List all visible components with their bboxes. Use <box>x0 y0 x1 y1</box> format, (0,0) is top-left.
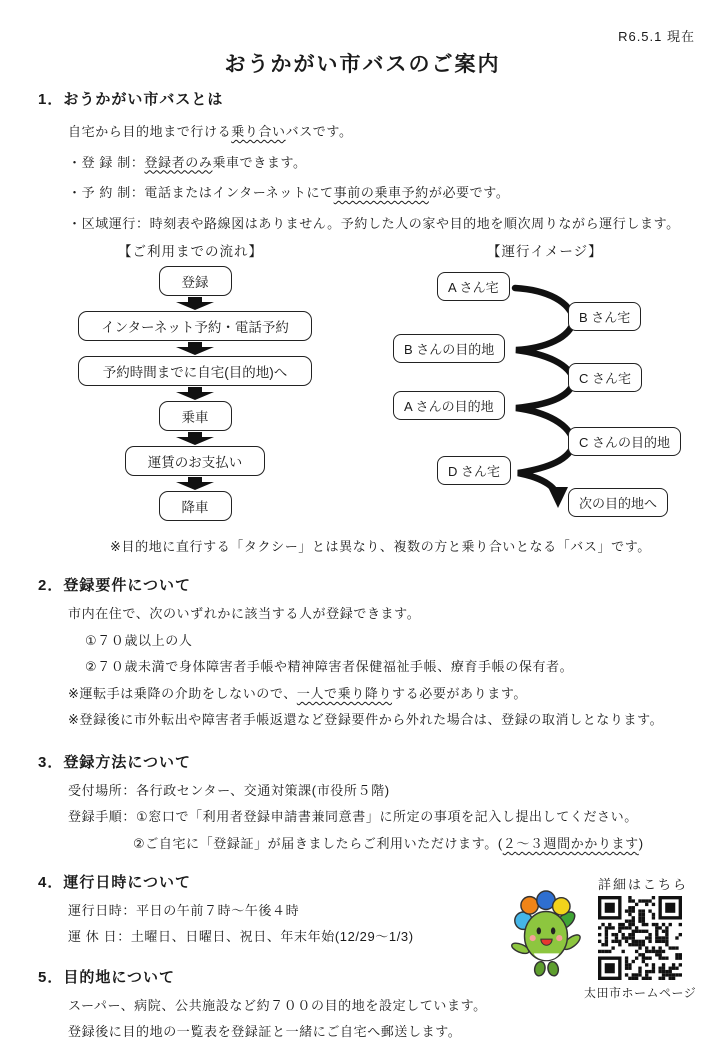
down-arrow-icon <box>176 432 214 445</box>
section5-heading: 5．目的地について <box>38 968 176 986</box>
registration-step-2 <box>133 835 725 853</box>
route-node-b-dest: B さんの目的地 <box>393 334 505 363</box>
text-segment: が必要です。 <box>428 185 510 201</box>
route-diagram <box>388 262 723 552</box>
down-arrow-icon <box>176 342 214 355</box>
text-segment: ②ご自宅に「登録証」が届きましたらご利用いただけます。( <box>133 836 503 852</box>
ota-city-mascot-icon <box>512 890 582 980</box>
flow-step-board: 乗車 <box>159 401 232 431</box>
requirement-item-1: ①７０歳以上の人 <box>85 632 193 648</box>
revision-date: R6.5.1 現在 <box>618 29 695 44</box>
route-node-d-home: D さん宅 <box>437 456 511 485</box>
bullet-reservation <box>68 184 725 202</box>
taxi-vs-bus-note: ※目的地に直行する「タクシー」とは異なり、複数の方と乗り合いとなる「バス」です。 <box>110 539 651 555</box>
requirements-intro: 市内在住で、次のいずれかに該当する人が登録できます。 <box>68 606 421 622</box>
bullet-area-operation <box>68 215 725 233</box>
text-segment: ・区域運行：時刻表や路線図はありません。予約した人の家や目的地を順次周りながら運行します。 <box>68 215 680 231</box>
route-node-a-dest: A さんの目的地 <box>393 391 505 420</box>
text-segment-wavy: 登録者のみ <box>144 154 213 170</box>
route-node-next-dest: 次の目的地へ <box>568 488 668 517</box>
operating-hours: 運行日時：平日の午前７時～午後４時 <box>68 902 300 918</box>
route-node-b-home: B さん宅 <box>568 302 641 331</box>
text-segment: ) <box>638 836 644 852</box>
flow-heading: 【ご利用までの流れ】 <box>118 244 263 260</box>
section1-heading: 1．おうかがい市バスとは <box>38 91 224 108</box>
page-title: おうかがい市バスのご案内 <box>224 53 501 76</box>
text-segment: する必要があります。 <box>392 685 528 701</box>
route-heading: 【運行イメージ】 <box>487 244 603 260</box>
qr-label-top: 詳細はこちら <box>598 877 689 892</box>
text-segment-wavy: ２～３週間かかります <box>502 836 639 852</box>
route-node-c-home: C さん宅 <box>568 363 642 392</box>
flow-step-pay: 運賃のお支払い <box>125 446 266 476</box>
section4-heading: 4．運行日時について <box>38 873 192 891</box>
flow-step-reserve: インターネット予約・電話予約 <box>78 311 312 341</box>
down-arrow-icon <box>176 387 214 400</box>
bullet-registration <box>68 154 725 172</box>
registration-step-1: 登録手順：①窓口で「利用者登録申請書兼同意書」に所定の事項を記入し提出してください。 <box>68 809 638 825</box>
text-segment-wavy: 乗り合い <box>231 124 286 139</box>
text-segment: 乗車できます。 <box>212 154 307 170</box>
section-registration-method <box>0 751 725 853</box>
destinations-line-1: スーパー、病院、公共施設など約７００の目的地を設定しています。 <box>68 997 487 1013</box>
section2-heading: 2．登録要件について <box>38 577 192 595</box>
closed-days: 運 休 日：土曜日、日曜日、祝日、年末年始(12/29～1/3) <box>68 929 414 945</box>
text-segment: ・登 録 制： <box>68 154 145 170</box>
section3-heading: 3．登録方法について <box>38 753 192 771</box>
qr-label-bottom: 太田市ホームページ <box>584 986 697 1000</box>
text-segment: 自宅から目的地まで行ける <box>68 124 232 139</box>
qr-code-icon <box>598 896 682 980</box>
footer-links <box>512 874 712 1004</box>
flow-step-alight: 降車 <box>159 491 232 521</box>
destinations-line-2: 登録後に目的地の一覧表を登録証と一緒にご自宅へ郵送します。 <box>68 1024 462 1040</box>
route-node-a-home: A さん宅 <box>437 272 510 301</box>
flow-step-register: 登録 <box>159 266 232 296</box>
text-segment-wavy: 一人で乗り降り <box>296 685 393 701</box>
down-arrow-icon <box>176 477 214 490</box>
diagram-area <box>0 240 725 556</box>
route-node-c-dest: C さんの目的地 <box>568 427 681 456</box>
usage-flowchart <box>78 266 312 521</box>
section-requirements <box>0 574 725 729</box>
section-about <box>0 88 725 556</box>
text-segment: ・予 約 制：電話またはインターネットにて <box>68 185 334 201</box>
requirements-note-2: ※登録後に市外転出や障害者手帳返還など登録要件から外れた場合は、登録の取消しとなります。 <box>68 712 664 728</box>
text-segment: バスです。 <box>285 124 353 139</box>
requirements-note-1 <box>68 685 725 703</box>
section1-intro <box>68 123 725 141</box>
text-segment: ※運転手は乗降の介助をしないので、 <box>68 685 297 701</box>
text-segment-wavy: 事前の乗車予約 <box>333 185 429 201</box>
flow-step-wait: 予約時間までに自宅(目的地)へ <box>78 356 312 386</box>
registration-place: 受付場所：各行政センター、交通対策課(市役所５階) <box>68 782 390 798</box>
down-arrow-icon <box>176 297 214 310</box>
requirement-item-2: ②７０歳未満で身体障害者手帳や精神障害者保健福祉手帳、療育手帳の保有者。 <box>85 659 574 675</box>
